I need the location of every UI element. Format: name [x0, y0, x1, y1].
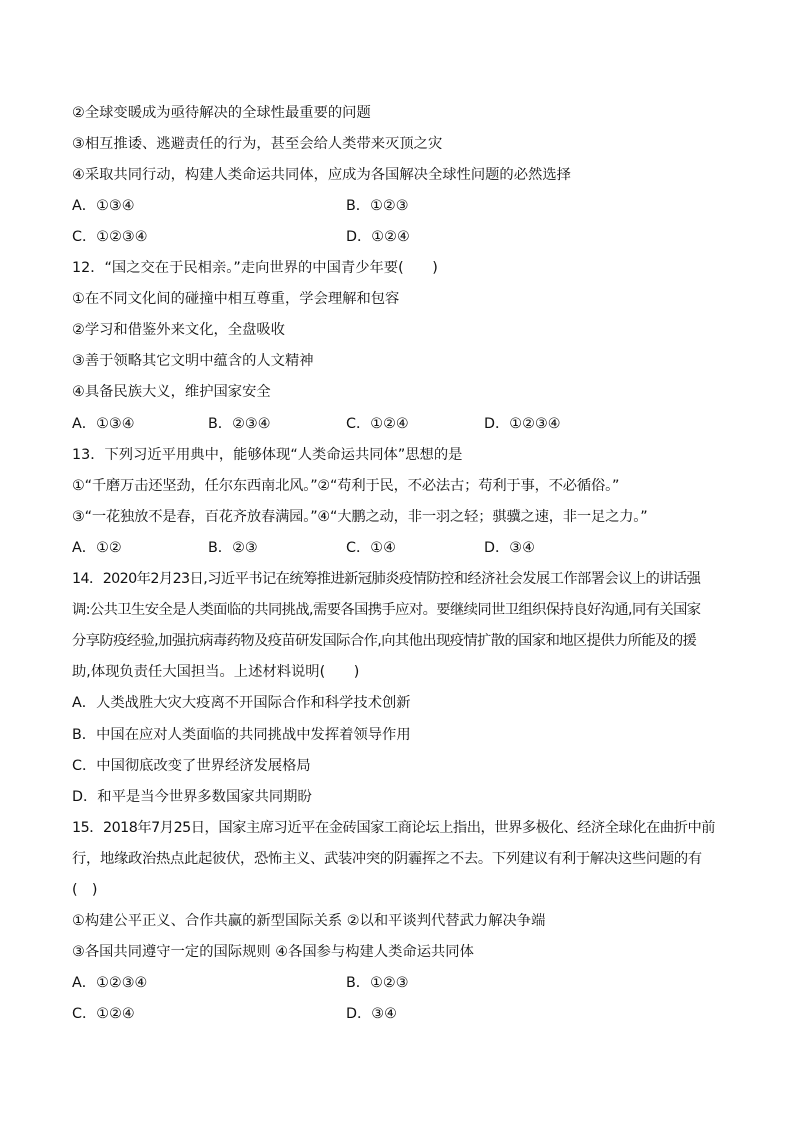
q13-option-c: C．①④	[346, 540, 396, 556]
q13-quotes-1-2: ①“千磨万击还坚劲，任尔东西南北风。”②“苟利于民，不必法古；苟利于事，不必循俗。”	[72, 478, 620, 494]
q14-stem-line-4: 助,体现负责任大国担当。上述材料说明( )	[72, 664, 360, 680]
q11-option-b: B．①②③	[346, 198, 409, 214]
q14-option-b: B．中国在应对人类面临的共同挑战中发挥着领导作用	[72, 727, 411, 743]
q12-statement-2: ②学习和借鉴外来文化，全盘吸收	[72, 322, 285, 338]
q14-option-a: A．人类战胜大灾大疫离不开国际合作和科学技术创新	[72, 695, 411, 711]
q14-option-c: C．中国彻底改变了世界经济发展格局	[72, 758, 311, 774]
q15-stem-line-3: ( )	[72, 882, 98, 898]
q15-stem-line-1: 15．2018年7月25日，国家主席习近平在金砖国家工商论坛上指出，世界多极化、经济全球化在曲折中前	[72, 820, 716, 836]
q12-option-b: B．②③④	[208, 416, 271, 432]
q11-statement-4: ④采取共同行动，构建人类命运共同体，应成为各国解决全球性问题的必然选择	[72, 167, 571, 183]
q11-statement-3: ③相互推诿、逃避责任的行为，甚至会给人类带来灭顶之灾	[72, 136, 443, 152]
q14-stem-line-1: 14．2020年2月23日,习近平书记在统筹推进新冠肺炎疫情防控和经济社会发展工作部署会议上的讲话强	[72, 571, 701, 587]
q12-option-d: D．①②③④	[484, 416, 561, 432]
q15-option-a: A．①②③④	[72, 975, 148, 991]
q11-statement-2: ②全球变暖成为亟待解决的全球性最重要的问题	[72, 105, 371, 121]
q13-quotes-3-4: ③“一花独放不是春，百花齐放春满园。”④“大鹏之动，非一羽之轻；骐骥之速，非一足之力。”	[72, 509, 648, 525]
q12-statement-3: ③善于领略其它文明中蕴含的人文精神	[72, 353, 314, 369]
q12-option-c: C．①②④	[346, 416, 409, 432]
q11-option-c: C．①②③④	[72, 229, 148, 245]
q15-statements-3-4: ③各国共同遵守一定的国际规则 ④各国参与构建人类命运共同体	[72, 944, 474, 960]
q15-statements-1-2: ①构建公平正义、合作共赢的新型国际关系 ②以和平谈判代替武力解决争端	[72, 913, 546, 929]
q13-option-b: B．②③	[208, 540, 258, 556]
q14-stem-line-2: 调:公共卫生安全是人类面临的共同挑战,需要各国携手应对。要继续同世卫组织保持良好沟通,同有关国家	[72, 602, 701, 618]
q15-option-d: D．③④	[346, 1006, 397, 1022]
q13-stem: 13．下列习近平用典中，能够体现“人类命运共同体”思想的是	[72, 447, 463, 463]
q13-option-d: D．③④	[484, 540, 535, 556]
q12-statement-1: ①在不同文化间的碰撞中相互尊重，学会理解和包容	[72, 291, 400, 307]
q14-stem-line-3: 分享防疫经验,加强抗病毒药物及疫苗研发国际合作,向其他出现疫情扩散的国家和地区提供力所能及的援	[72, 633, 697, 649]
q15-stem-line-2: 行，地缘政治热点此起彼伏，恐怖主义、武装冲突的阴霾挥之不去。下列建议有利于解决这些问题的有	[72, 851, 702, 867]
q11-option-d: D．①②④	[346, 229, 410, 245]
q15-option-c: C．①②④	[72, 1006, 135, 1022]
q11-option-a: A．①③④	[72, 198, 135, 214]
q14-option-d: D．和平是当今世界多数国家共同期盼	[72, 789, 312, 805]
q12-statement-4: ④具备民族大义，维护国家安全	[72, 384, 271, 400]
q13-option-a: A．①②	[72, 540, 122, 556]
q12-stem: 12．“国之交在于民相亲。”走向世界的中国青少年要( )	[72, 260, 438, 276]
q15-option-b: B．①②③	[346, 975, 409, 991]
q12-option-a: A．①③④	[72, 416, 135, 432]
